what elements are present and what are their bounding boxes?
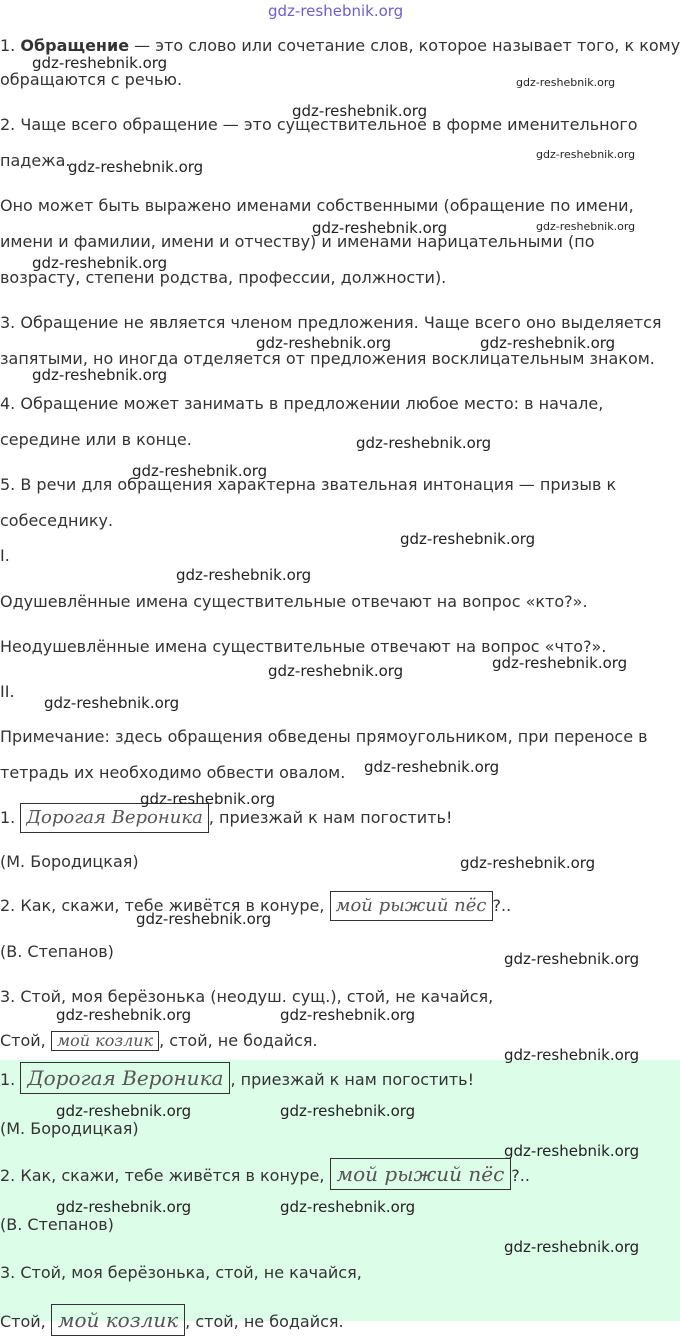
- watermark: gdz-reshebnik.org: [56, 1006, 192, 1024]
- watermark: gdz-reshebnik.org: [504, 1238, 640, 1256]
- part2-example-1: 1. Дорогая Вероника , приезжай к нам погостить!: [0, 803, 452, 833]
- watermark: gdz-reshebnik.org: [280, 1198, 416, 1216]
- theory-p1-line1: 1. Обращение — это слово или сочетание слов, которое называет того, к кому: [0, 36, 680, 55]
- watermark: gdz-reshebnik.org: [536, 220, 636, 233]
- answer-example-2-author: (В. Степанов): [0, 1215, 114, 1234]
- part2-note-line1: Примечание: здесь обращения обведены прямоугольником, при переносе в: [0, 727, 648, 746]
- watermark: gdz-reshebnik.org: [504, 950, 640, 968]
- watermark: gdz-reshebnik.org: [268, 662, 404, 680]
- address-box: мой рыжий пёс: [330, 891, 493, 921]
- theory-p2-line2: падежа.: [0, 151, 71, 170]
- theory-p5-line2: середине или в конце.: [0, 430, 192, 449]
- watermark: gdz-reshebnik.org: [504, 1142, 640, 1160]
- part1-label: I.: [0, 546, 10, 565]
- answer-block: [0, 1060, 680, 1332]
- watermark: gdz-reshebnik.org: [44, 694, 180, 712]
- theory-p4-line2: запятыми, но иногда отделяется от предложения восклицательным знаком.: [0, 349, 655, 368]
- address-box: мой козлик: [51, 1304, 185, 1336]
- watermark-top: gdz-reshebnik.org: [268, 2, 404, 20]
- watermark: gdz-reshebnik.org: [32, 366, 168, 384]
- watermark: gdz-reshebnik.org: [364, 758, 500, 776]
- address-box: Дорогая Вероника: [20, 803, 208, 833]
- theory-p3-line2: имени и фамилии, имени и отчеству) и именами нарицательными (по: [0, 232, 595, 251]
- watermark: gdz-reshebnik.org: [312, 219, 448, 237]
- watermark: gdz-reshebnik.org: [136, 910, 272, 928]
- theory-p3-line1: Оно может быть выражено именами собственными (обращение по имени,: [0, 196, 634, 215]
- watermark: gdz-reshebnik.org: [400, 530, 536, 548]
- answer-example-3-line1: 3. Стой, моя берёзонька, стой, не качайся,: [0, 1263, 362, 1282]
- watermark: gdz-reshebnik.org: [140, 790, 276, 808]
- theory-p6-line1: 5. В речи для обращения характерна звательная интонация — призыв к: [0, 475, 617, 494]
- watermark: gdz-reshebnik.org: [56, 1102, 192, 1120]
- address-box: мой рыжий пёс: [330, 1158, 512, 1190]
- watermark: gdz-reshebnik.org: [504, 1046, 640, 1064]
- watermark: gdz-reshebnik.org: [480, 334, 616, 352]
- term-obrashchenie: Обращение: [20, 36, 130, 55]
- theory-p4-line1: 3. Обращение не является членом предложения. Чаще всего оно выделяется: [0, 313, 662, 332]
- watermark: gdz-reshebnik.org: [256, 334, 392, 352]
- watermark: gdz-reshebnik.org: [280, 1102, 416, 1120]
- part2-example-2-author: (В. Степанов): [0, 942, 114, 961]
- answer-example-1-author: (М. Бородицкая): [0, 1119, 139, 1138]
- answer-example-2: 2. Как, скажи, тебе живётся в конуре, мой рыжий пёс ?..: [0, 1158, 530, 1193]
- part2-example-3-line1: 3. Стой, моя берёзонька (неодуш. сущ.), стой, не качайся,: [0, 987, 494, 1006]
- watermark: gdz-reshebnik.org: [32, 254, 168, 272]
- watermark: gdz-reshebnik.org: [536, 148, 636, 161]
- theory-p2-line1: 2. Чаще всего обращение — это существительное в форме именительного: [0, 115, 638, 134]
- theory-p1-line2: обращаются с речью.: [0, 70, 183, 89]
- part1-line2: Неодушевлённые имена существительные отвечают на вопрос «что?».: [0, 637, 607, 656]
- watermark: gdz-reshebnik.org: [292, 102, 428, 120]
- answer-example-3-line2: Стой, мой козлик , стой, не бодайся.: [0, 1304, 344, 1337]
- watermark: gdz-reshebnik.org: [356, 434, 492, 452]
- answer-example-1: 1. Дорогая Вероника , приезжай к нам погостить!: [0, 1062, 474, 1097]
- address-box: Дорогая Вероника: [20, 1062, 230, 1094]
- part2-example-2: 2. Как, скажи, тебе живётся в конуре, мой рыжий пёс ?..: [0, 891, 511, 921]
- watermark: gdz-reshebnik.org: [460, 854, 596, 872]
- part1-line1: Одушевлённые имена существительные отвечают на вопрос «кто?».: [0, 592, 588, 611]
- watermark: gdz-reshebnik.org: [56, 1198, 192, 1216]
- theory-p3-line3: возрасту, степени родства, профессии, должности).: [0, 268, 447, 287]
- watermark: gdz-reshebnik.org: [280, 1006, 416, 1024]
- theory-p5-line1: 4. Обращение может занимать в предложении любое место: в начале,: [0, 394, 604, 413]
- watermark: gdz-reshebnik.org: [492, 654, 628, 672]
- watermark: gdz-reshebnik.org: [68, 158, 204, 176]
- watermark: gdz-reshebnik.org: [516, 76, 616, 89]
- watermark: gdz-reshebnik.org: [176, 566, 312, 584]
- watermark: gdz-reshebnik.org: [132, 462, 268, 480]
- address-box: мой козлик: [51, 1031, 159, 1051]
- part2-label: II.: [0, 682, 15, 701]
- part2-example-3-line2: Стой, мой козлик , стой, не бодайся.: [0, 1031, 318, 1050]
- part2-note-line2: тетрадь их необходимо обвести овалом.: [0, 763, 346, 782]
- watermark: gdz-reshebnik.org: [32, 54, 168, 72]
- part2-example-1-author: (М. Бородицкая): [0, 852, 139, 871]
- theory-p6-line2: собеседнику.: [0, 511, 114, 530]
